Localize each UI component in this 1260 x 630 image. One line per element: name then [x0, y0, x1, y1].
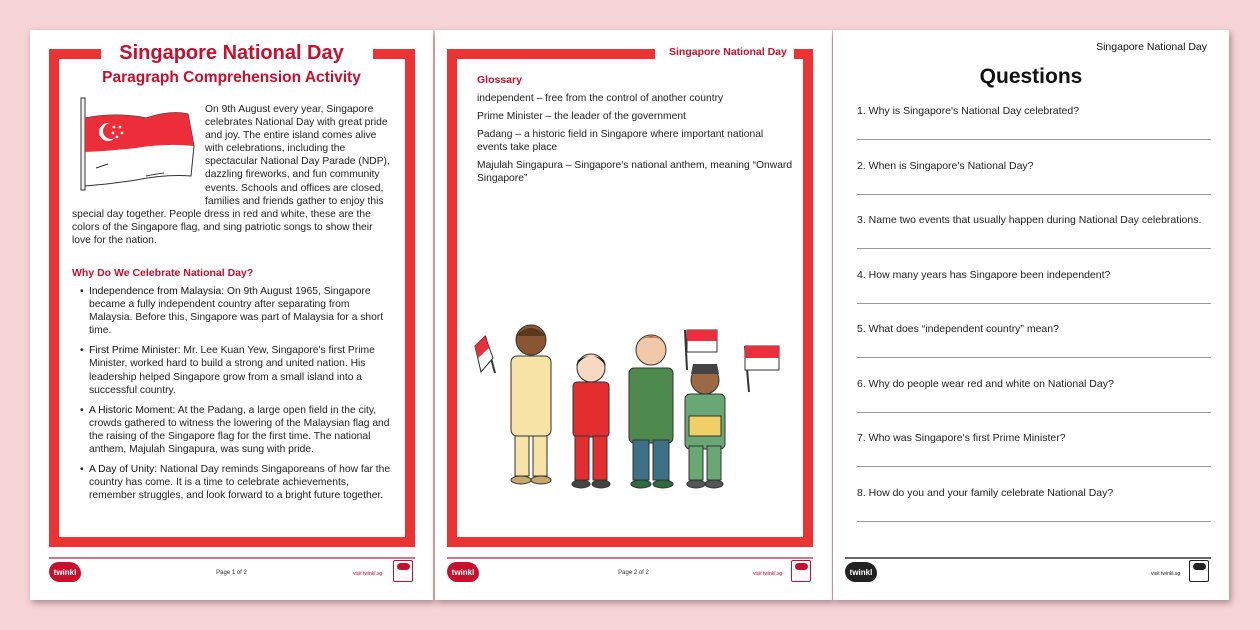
visit-link[interactable]: visit twinkl.sg: [753, 571, 783, 577]
section-heading: Why Do We Celebrate National Day?: [72, 267, 254, 279]
glossary-list: [477, 92, 795, 190]
red-frame-top-left: [447, 49, 655, 59]
glossary-item: Padang – a historic field in Singapore where important national events take place: [477, 129, 764, 153]
question-item: 6. Why do people wear red and white on National Day?: [857, 378, 1211, 433]
footer-divider: [447, 557, 813, 559]
intro-paragraph: On 9th August every year, Singapore celebrates National Day with great pride and joy. The entire island comes alive with celebrations, including the spectacular National Day Parade (NDP), dazzling fireworks, and fun community events. Schools and offices are closed, families and friends gather to enjoy this special day together. People dress in red and white, these are the colors of the Singapore flag, and sing patriotic songs to show their love for the nation.: [72, 104, 390, 246]
answer-line[interactable]: [857, 248, 1211, 249]
question-item: 4. How many years has Singapore been independent?: [857, 269, 1211, 324]
glossary-item: Majulah Singapura – Singapore's national anthem, meaning “Onward Singapore”: [477, 160, 793, 184]
list-item: • A Day of Unity: National Day reminds Singaporeans of how far the country has come. It is a time to celebrate achievements, remember struggles, and look forward to a bright future together.: [80, 463, 392, 502]
visit-link[interactable]: visit twinkl.sg: [353, 571, 383, 577]
page-subtitle: Paragraph Comprehension Activity: [102, 69, 361, 86]
quality-badge-icon: [791, 560, 811, 582]
question-item: 3. Name two events that usually happen during National Day celebrations.: [857, 214, 1211, 269]
page-number: Page 1 of 2: [216, 570, 247, 576]
reasons-list: [80, 285, 392, 509]
twinkl-logo[interactable]: twinkl: [447, 562, 479, 582]
answer-line[interactable]: [857, 303, 1211, 304]
question-item: 8. How do you and your family celebrate National Day?: [857, 487, 1211, 542]
children-with-flags-illustration: [473, 318, 791, 503]
page-header: Singapore National Day: [669, 46, 787, 58]
footer-divider: [49, 557, 415, 559]
question-item: 7. Who was Singapore's first Prime Minister?: [857, 432, 1211, 487]
page-number: Page 2 of 2: [618, 570, 649, 576]
answer-line[interactable]: [857, 194, 1211, 195]
question-item: 5. What does “independent country” mean?: [857, 323, 1211, 378]
page-title: Singapore National Day: [119, 42, 344, 64]
quality-badge-icon: [1189, 560, 1209, 582]
answer-line[interactable]: [857, 521, 1211, 522]
twinkl-logo[interactable]: twinkl: [49, 562, 81, 582]
visit-link[interactable]: visit twinkl.sg: [1151, 571, 1181, 577]
worksheet-page-2: [435, 30, 832, 600]
list-item: • A Historic Moment: At the Padang, a large open field in the city, crowds gathered to witness the lowering of the Malaysian flag and the raising of the Singapore flag for the first time. The national anthem, Majulah Singapura, was sung with pride.: [80, 404, 392, 456]
list-item: • First Prime Minister: Mr. Lee Kuan Yew, Singapore's first Prime Minister, worked hard to build a strong and united nation. His leadership helped Singapore grow from a small island into a successful country.: [80, 344, 392, 396]
footer-divider: [845, 557, 1211, 559]
page-title: Questions: [979, 65, 1083, 88]
twinkl-logo[interactable]: twinkl: [845, 562, 877, 582]
page-header: Singapore National Day: [1096, 41, 1207, 53]
question-item: 2. When is Singapore's National Day?: [857, 160, 1211, 215]
answer-line[interactable]: [857, 466, 1211, 467]
worksheet-page-1: [30, 30, 433, 600]
answer-line[interactable]: [857, 357, 1211, 358]
answer-line[interactable]: [857, 139, 1211, 140]
red-frame-top-right: [794, 49, 813, 59]
glossary-title: Glossary: [477, 74, 522, 86]
quality-badge-icon: [393, 560, 413, 582]
list-item: • Independence from Malaysia: On 9th August 1965, Singapore became a fully independent country after separating from Malaysia. Before this, Singapore was part of Malaysia for a short time.: [80, 285, 392, 337]
glossary-item: Prime Minister – the leader of the government: [477, 111, 686, 122]
questions-list: [857, 105, 1211, 541]
answer-line[interactable]: [857, 412, 1211, 413]
question-item: 1. Why is Singapore's National Day celebrated?: [857, 105, 1211, 160]
worksheet-page-3: [833, 30, 1229, 600]
glossary-item: independent – free from the control of another country: [477, 93, 724, 104]
